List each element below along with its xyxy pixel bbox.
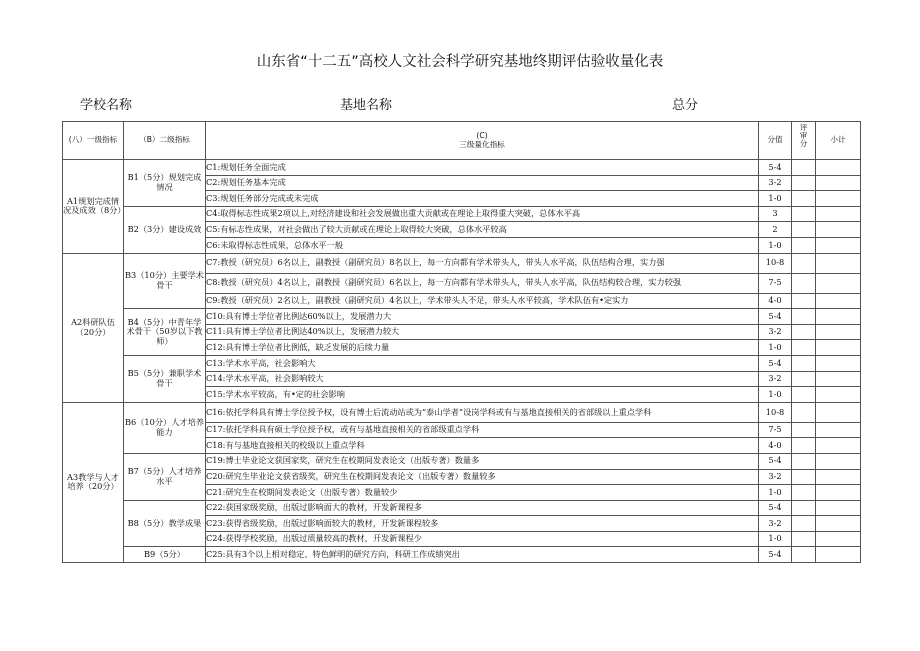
subtotal-cell[interactable]: [816, 469, 861, 485]
level2-indicator: B3（10分）主要学术骨干: [124, 253, 206, 309]
level1-indicator: A2科研队伍（20分）: [63, 253, 124, 402]
score-cell: 1-0: [759, 531, 792, 547]
subtotal-cell[interactable]: [816, 387, 861, 403]
subtotal-cell[interactable]: [816, 309, 861, 325]
score-cell: 5-4: [759, 500, 792, 516]
level2-indicator: B2（3分）建设成效: [124, 206, 206, 253]
review-score-cell[interactable]: [792, 175, 816, 191]
subtotal-cell[interactable]: [816, 293, 861, 309]
review-score-cell[interactable]: [792, 422, 816, 438]
subtotal-cell[interactable]: [816, 273, 861, 293]
base-name-label: 基地名称: [340, 98, 393, 113]
subtotal-cell[interactable]: [816, 206, 861, 222]
header-row: [63, 122, 861, 160]
score-cell: 3-2: [759, 324, 792, 340]
level3-indicator: C5:有标志性成果，对社会做出了较大贡献或在理论上取得较大突破，总体水平较高: [206, 222, 759, 238]
review-score-cell[interactable]: [792, 191, 816, 207]
header-level3-code: (C): [476, 130, 488, 140]
subtotal-cell[interactable]: [816, 160, 861, 176]
subtotal-cell[interactable]: [816, 324, 861, 340]
score-cell: 2: [759, 222, 792, 238]
level3-indicator: C17:依托学科具有硕士学位授予权，或有与基地直接相关的省部级重点学科: [206, 422, 759, 438]
subtotal-cell[interactable]: [816, 422, 861, 438]
level3-indicator: C10:具有博士学位者比例达60%以上，发展潜力大: [206, 309, 759, 325]
score-cell: 5-4: [759, 453, 792, 469]
review-score-cell[interactable]: [792, 531, 816, 547]
subtotal-cell[interactable]: [816, 371, 861, 387]
score-cell: 10-8: [759, 402, 792, 422]
level3-indicator: C3:规划任务部分完成或未完成: [206, 191, 759, 207]
subtotal-cell[interactable]: [816, 531, 861, 547]
subtotal-cell[interactable]: [816, 222, 861, 238]
level2-indicator: B4（5分）中青年学术骨干（50岁以下教师）: [124, 309, 206, 356]
score-cell: 3-2: [759, 371, 792, 387]
level3-indicator: C7:教授（研究员）6名以上，副教授（副研究员）8名以上，每一方向都有学术带头人，带头人水平高，队伍结构合理，实力强: [206, 253, 759, 273]
review-score-cell[interactable]: [792, 273, 816, 293]
level3-indicator: C23:获得省级奖励，出版过影响面较大的教材，开发新课程较多: [206, 516, 759, 532]
header-level3: [206, 122, 759, 160]
level3-indicator: C9:教授（研究员）2名以上，副教授（副研究员）4名以上，学术带头人不足，带头人水平较高，学术队伍有•定实力: [206, 293, 759, 309]
score-cell: 1-0: [759, 237, 792, 253]
subtotal-cell[interactable]: [816, 500, 861, 516]
table-row: [63, 355, 861, 371]
level3-indicator: C14:学术水平高，社会影响较大: [206, 371, 759, 387]
subtotal-cell[interactable]: [816, 485, 861, 501]
score-cell: 10-8: [759, 253, 792, 273]
level3-indicator: C4:取得标志性成果2项以上,对经济建设和社会发展做出重大贡献或在理论上取得重大突破，总体水平高: [206, 206, 759, 222]
subtotal-cell[interactable]: [816, 191, 861, 207]
level3-indicator: C13:学术水平高，社会影响大: [206, 355, 759, 371]
table-row: [63, 309, 861, 325]
subtotal-cell[interactable]: [816, 340, 861, 356]
level2-indicator: B9（5分）: [124, 547, 206, 563]
evaluation-table: [62, 121, 861, 563]
review-score-cell[interactable]: [792, 206, 816, 222]
score-cell: 3-2: [759, 469, 792, 485]
score-cell: 5-4: [759, 355, 792, 371]
page-title: 山东省“十二五”高校人文社会科学研究基地终期评估验收量化表: [256, 54, 664, 70]
score-cell: 7-5: [759, 422, 792, 438]
subtotal-cell[interactable]: [816, 175, 861, 191]
level3-indicator: C6:未取得标志性成果，总体水平一般: [206, 237, 759, 253]
subtotal-cell[interactable]: [816, 253, 861, 273]
review-score-cell[interactable]: [792, 309, 816, 325]
table-row: [63, 160, 861, 176]
level3-indicator: C12:具有博士学位者比例低，缺乏发展的后续力量: [206, 340, 759, 356]
level3-indicator: C20:研究生毕业论文获省级奖，研究生在校期间发表论文（出版专著）数量较多: [206, 469, 759, 485]
header-subtotal: 小计: [816, 122, 861, 160]
review-score-cell[interactable]: [792, 516, 816, 532]
score-cell: 1-0: [759, 191, 792, 207]
review-score-cell[interactable]: [792, 340, 816, 356]
review-score-cell[interactable]: [792, 371, 816, 387]
level3-indicator: C24:获得学校奖励，出版过质量较高的教材，开发新课程少: [206, 531, 759, 547]
level1-indicator: A1规划完成情况及成效（8分）: [63, 160, 124, 254]
header-level1: (八）一级指标: [63, 122, 124, 160]
level3-indicator: C11:具有博士学位者比例达40%以上，发展潜力较大: [206, 324, 759, 340]
level2-indicator: B6（10分）人才培养能力: [124, 402, 206, 453]
review-score-cell[interactable]: [792, 500, 816, 516]
score-cell: 5-4: [759, 160, 792, 176]
review-score-cell[interactable]: [792, 453, 816, 469]
review-score-cell[interactable]: [792, 469, 816, 485]
level1-indicator: A3教学与人才培养（20分）: [63, 402, 124, 562]
review-score-cell[interactable]: [792, 387, 816, 403]
score-cell: 1-0: [759, 340, 792, 356]
level3-indicator: C16:依托学科具有博士学位授予权，设有博士后流动站或为“泰山学者”设岗学科或有与基地直接相关的省部级以上重点学科: [206, 402, 759, 422]
review-score-cell[interactable]: [792, 402, 816, 422]
level3-indicator: C1:规划任务全面完成: [206, 160, 759, 176]
header-level3-label: 三级量化指标: [459, 139, 505, 149]
level3-indicator: C18:有与基地直接相关的校级以上重点学科: [206, 438, 759, 454]
score-cell: 1-0: [759, 485, 792, 501]
school-name-label: 学校名称: [80, 98, 133, 113]
level2-indicator: B8（5分）教学成果: [124, 500, 206, 547]
table-row: [63, 547, 861, 563]
score-cell: 3-2: [759, 175, 792, 191]
review-score-cell[interactable]: [792, 355, 816, 371]
subtotal-cell[interactable]: [816, 547, 861, 563]
level3-indicator: C22:获国家级奖励，出版过影响面大的教材，开发新课程多: [206, 500, 759, 516]
score-cell: 3-2: [759, 516, 792, 532]
table-row: [63, 206, 861, 222]
review-score-cell[interactable]: [792, 324, 816, 340]
review-score-cell[interactable]: [792, 547, 816, 563]
review-score-cell[interactable]: [792, 222, 816, 238]
level3-indicator: C25:具有3个以上相对稳定、特色鲜明的研究方向，科研工作成绩突出: [206, 547, 759, 563]
header-score: 分值: [759, 122, 792, 160]
level3-indicator: C2:规划任务基本完成: [206, 175, 759, 191]
review-score-cell[interactable]: [792, 160, 816, 176]
score-cell: 5-4: [759, 309, 792, 325]
table-row: [63, 253, 861, 273]
review-score-cell[interactable]: [792, 485, 816, 501]
level2-indicator: B5（5分）兼职学术骨干: [124, 355, 206, 402]
score-cell: 3: [759, 206, 792, 222]
subtotal-cell[interactable]: [816, 516, 861, 532]
table-row: [63, 402, 861, 422]
review-score-cell[interactable]: [792, 237, 816, 253]
header-review: [792, 122, 816, 160]
level3-indicator: C8:教授（研究员）4名以上，副教授（副研究员）6名以上，每一方向都有学术带头人，带头人水平高，队伍结构较合理，实力较强: [206, 273, 759, 293]
review-score-cell[interactable]: [792, 293, 816, 309]
level3-indicator: C15:学术水平较高，有•定的社会影响: [206, 387, 759, 403]
level2-indicator: B7（5分）人才培养水平: [124, 453, 206, 500]
header-review-label: 评审分: [799, 123, 808, 148]
level3-indicator: C19:博士毕业论文获国家奖，研究生在校期间发表论文（出版专著）数量多: [206, 453, 759, 469]
subtotal-cell[interactable]: [816, 402, 861, 422]
subtotal-cell[interactable]: [816, 438, 861, 454]
level2-indicator: B1（5分）规划完成情况: [124, 160, 206, 207]
review-score-cell[interactable]: [792, 438, 816, 454]
review-score-cell[interactable]: [792, 253, 816, 273]
table-row: [63, 453, 861, 469]
total-score-label: 总分: [672, 98, 699, 113]
subtotal-cell[interactable]: [816, 237, 861, 253]
score-cell: 1-0: [759, 387, 792, 403]
score-cell: 5-4: [759, 547, 792, 563]
subtotal-cell[interactable]: [816, 355, 861, 371]
score-cell: 4-0: [759, 438, 792, 454]
level3-indicator: C21:研究生在校期间发表论文（出版专著）数量较少: [206, 485, 759, 501]
table-row: [63, 500, 861, 516]
subtotal-cell[interactable]: [816, 453, 861, 469]
header-level2: （B）二级指标: [124, 122, 206, 160]
score-cell: 7-5: [759, 273, 792, 293]
score-cell: 4-0: [759, 293, 792, 309]
